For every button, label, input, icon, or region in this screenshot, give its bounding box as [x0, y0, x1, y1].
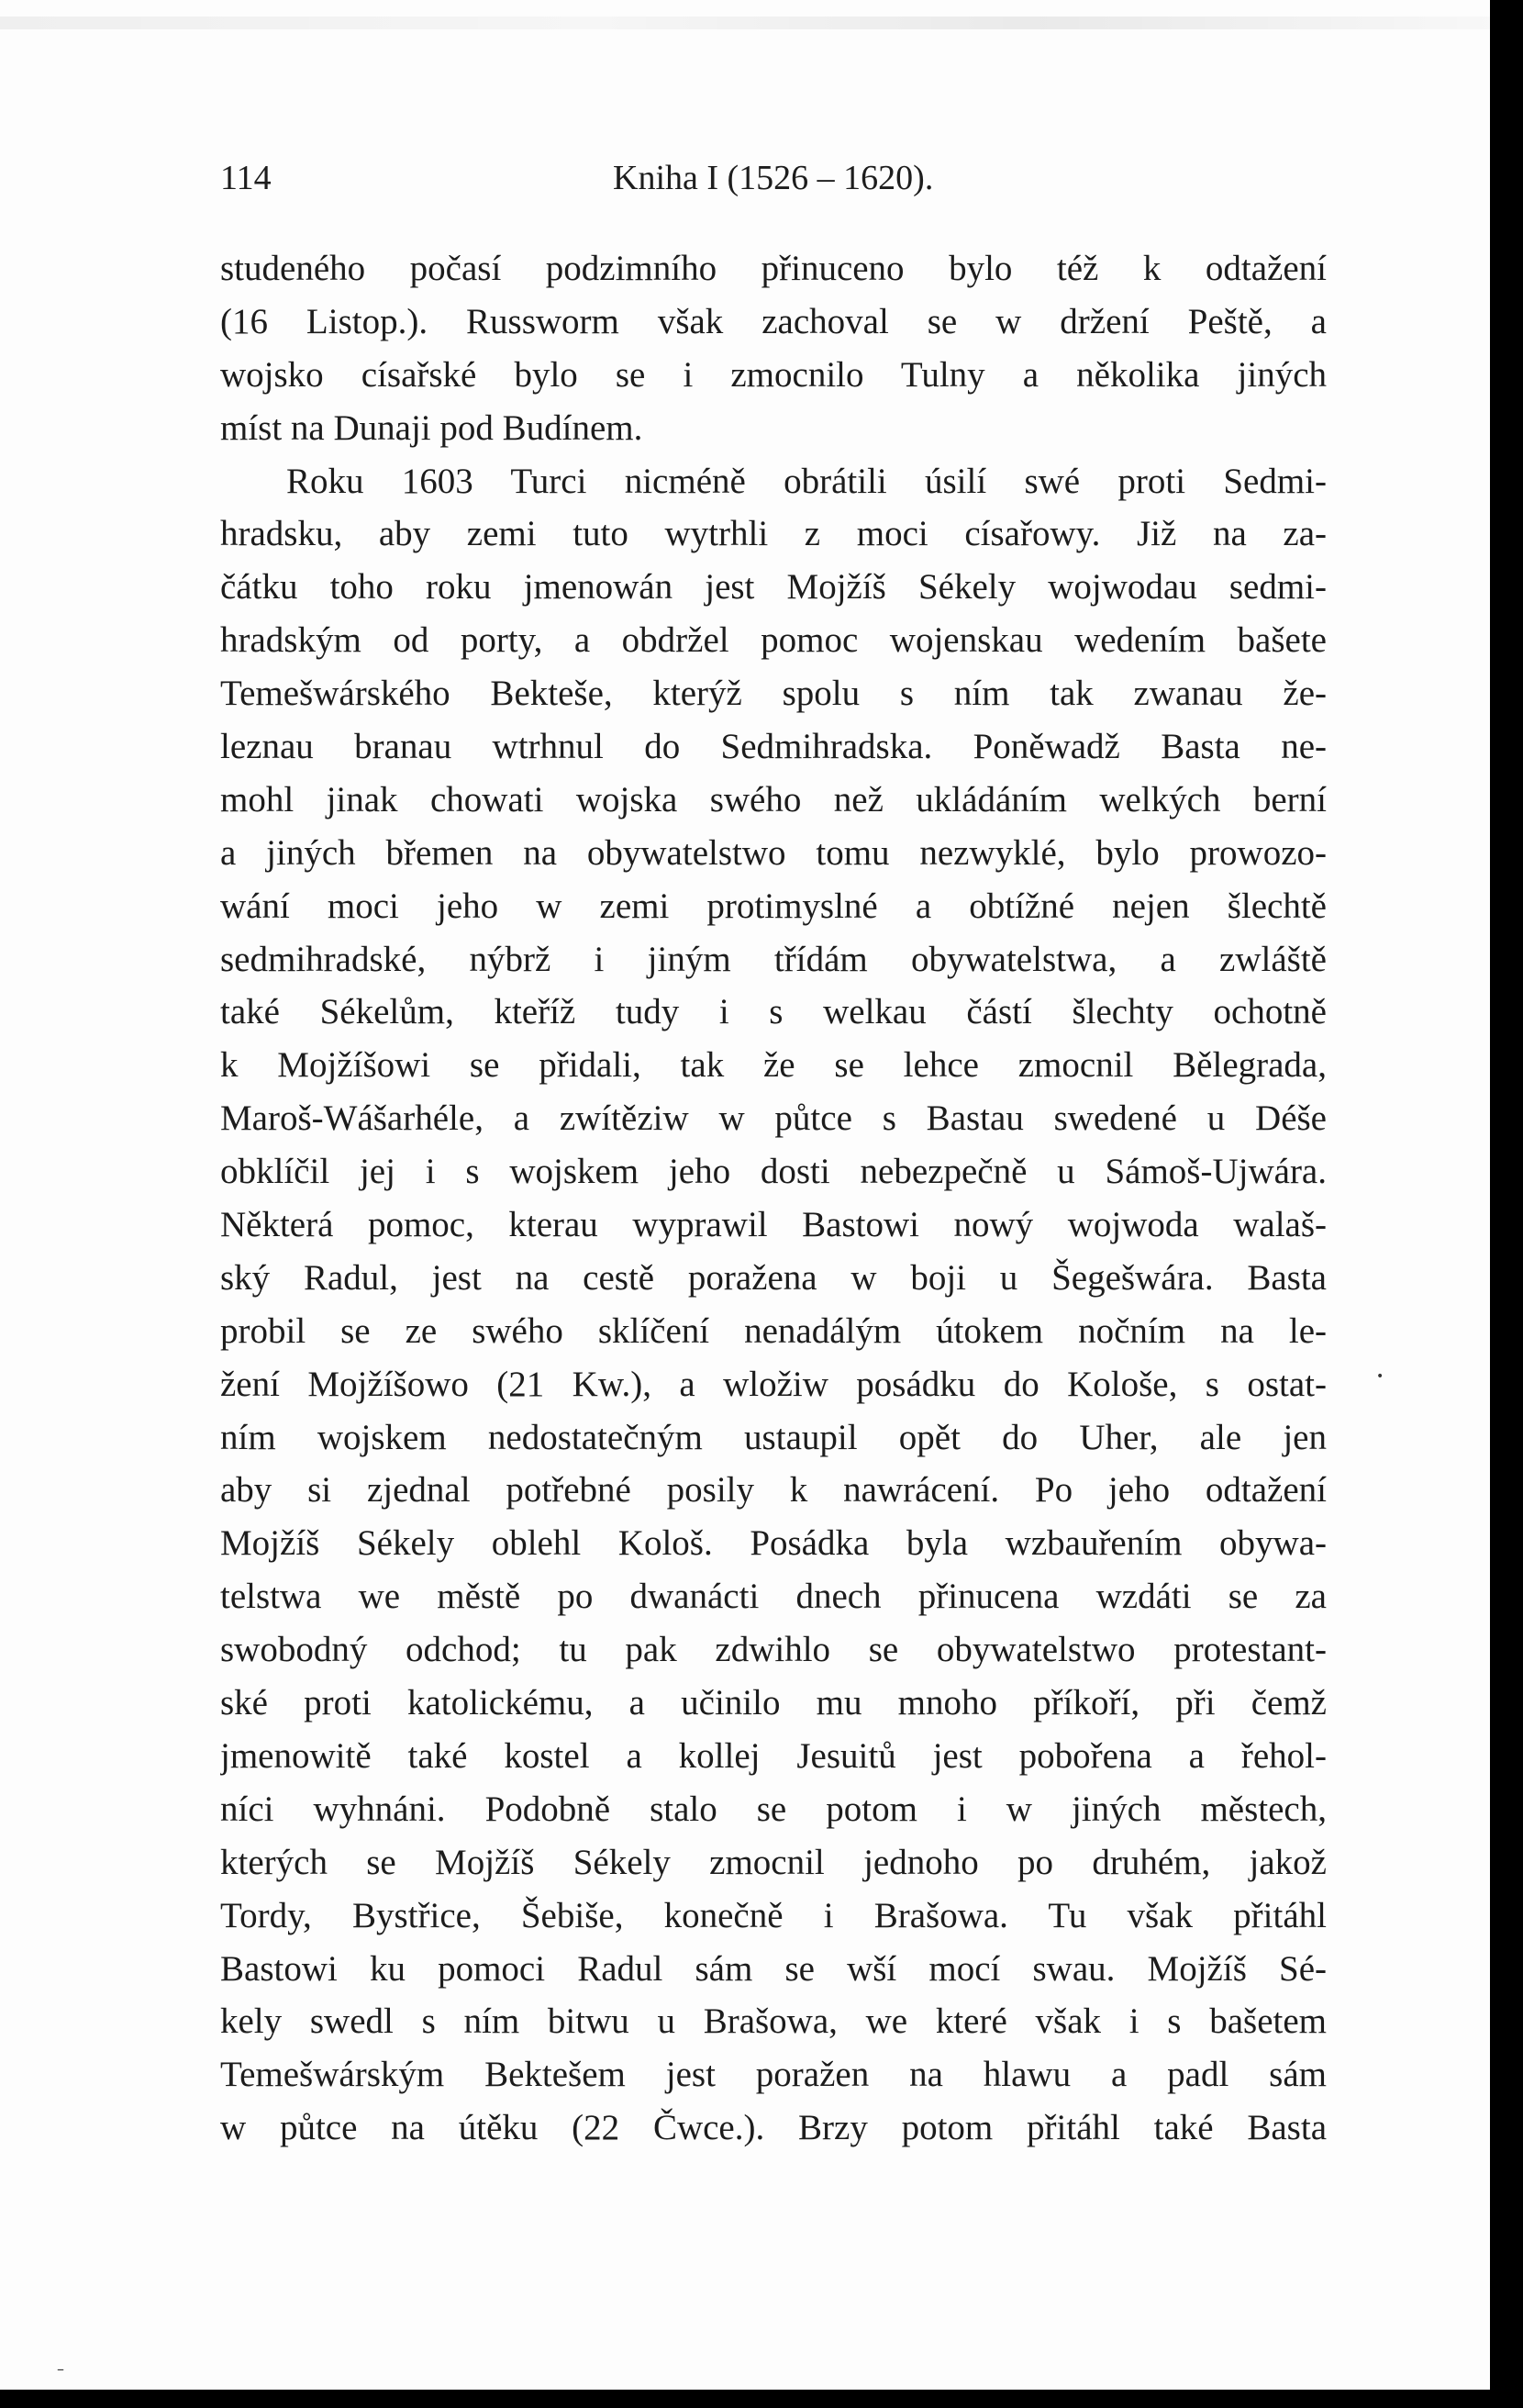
- text-line: sedmihradské, nýbrž i jiným třídám obywatelstwa, a zwláště: [220, 939, 1327, 979]
- text-line: wojsko císařské bylo se i zmocnilo Tulny a několika jiných: [220, 354, 1327, 395]
- text-line: obklíčil jej i s wojskem jeho dosti nebezpečně u Sámoš-Ujwára.: [220, 1152, 1327, 1192]
- text-line: hradským od porty, a obdržel pomoc wojenskau wedením bašete: [220, 620, 1327, 661]
- page-number: 114: [220, 159, 272, 197]
- text-line: kely swedl s ním bitwu u Brašowa, we které však i s bašetem: [220, 2001, 1327, 2042]
- text-line: leznau branau wtrhnul do Sedmihradska. Poněwadž Basta ne-: [220, 727, 1327, 767]
- text-line: ské proti katolickému, a učinilo mu mnoho příkoří, při čemž: [220, 1683, 1327, 1723]
- scan-border-bottom: [0, 2390, 1523, 2408]
- text-line: Bastowi ku pomoci Radul sám se wší mocí swau. Mojžíš Sé-: [220, 1948, 1327, 1989]
- text-line: jmenowitě také kostel a kollej Jesuitů jest pobořena a řehol-: [220, 1735, 1327, 1776]
- text-line: Maroš-Wášarhéle, a zwítěziw w půtce s Bastau swedené u Déše: [220, 1098, 1327, 1139]
- text-line: Mojžíš Sékely oblehl Kološ. Posádka byla wzbauřením obywa-: [220, 1523, 1327, 1564]
- running-head: Kniha I (1526 – 1620).: [613, 159, 934, 197]
- text-line: Některá pomoc, kterau wyprawil Bastowi nowý wojwoda walaš-: [220, 1205, 1327, 1245]
- text-line: míst na Dunaji pod Budínem.: [220, 407, 643, 448]
- text-line: (16 Listop.). Russworm však zachoval se w držení Peště, a: [220, 301, 1327, 341]
- scan-speck: –: [57, 2360, 64, 2378]
- text-line: wání moci jeho w zemi protimyslné a obtížné nejen šlechtě: [220, 886, 1327, 926]
- text-line: Temešwárského Bekteše, kterýž spolu s ním tak zwanau že-: [220, 674, 1327, 714]
- text-line: kterých se Mojžíš Sékely zmocnil jednoho po druhém, jakož: [220, 1842, 1327, 1882]
- text-line: také Sékelům, kteříž tudy i s welkau částí šlechty ochotně: [220, 992, 1327, 1032]
- text-line: žení Mojžíšowo (21 Kw.), a wložiw posádku do Kološe, s ostat-: [220, 1364, 1327, 1404]
- scan-speck: •: [1376, 1369, 1384, 1384]
- text-line: telstwa we městě po dwanácti dnech přinucena wzdáti se za: [220, 1577, 1327, 1617]
- scan-artifact: [0, 17, 1490, 29]
- text-line: Tordy, Bystřice, Šebiše, konečně i Brašowa. Tu však přitáhl: [220, 1895, 1327, 1935]
- body-text: [220, 242, 1327, 2155]
- text-line: Roku 1603 Turci nicméně obrátili úsilí swé proti Sedmi-: [286, 461, 1327, 501]
- text-line: Temešwárským Bektešem jest poražen na hlawu a padl sám: [220, 2055, 1327, 2095]
- text-line: a jiných břemen na obywatelstwo tomu nezwyklé, bylo prowozo-: [220, 832, 1327, 873]
- text-line: w půtce na útěku (22 Čwce.). Brzy potom přitáhl také Basta: [220, 2108, 1327, 2148]
- text-line: hradsku, aby zemi tuto wytrhli z moci císařowy. Již na za-: [220, 514, 1327, 554]
- text-line: ský Radul, jest na cestě poražena w boji u Šegešwára. Basta: [220, 1257, 1327, 1298]
- text-line: swobodný odchod; tu pak zdwihlo se obywatelstwo protestant-: [220, 1630, 1327, 1670]
- text-line: probil se ze swého sklíčení nenadálým útokem nočním na le-: [220, 1310, 1327, 1351]
- text-line: studeného počasí podzimního přinuceno bylo též k odtažení: [220, 249, 1327, 288]
- text-line: k Mojžíšowi se přidali, tak že se lehce zmocnil Bělegrada,: [220, 1045, 1327, 1086]
- scan-border-right: [1490, 0, 1523, 2408]
- page-header: [220, 158, 1327, 204]
- text-line: aby si zjednal potřebné posily k nawrácení. Po jeho odtažení: [220, 1470, 1327, 1511]
- text-line: čátku toho roku jmenowán jest Mojžíš Sékely wojwodau sedmi-: [220, 567, 1327, 608]
- text-line: mohl jinak chowati wojska swého než ukládáním welkých berní: [220, 779, 1327, 819]
- text-line: ním wojskem nedostatečným ustaupil opět do Uher, ale jen: [220, 1417, 1327, 1457]
- text-line: níci wyhnáni. Podobně stalo se potom i w jiných městech,: [220, 1789, 1327, 1829]
